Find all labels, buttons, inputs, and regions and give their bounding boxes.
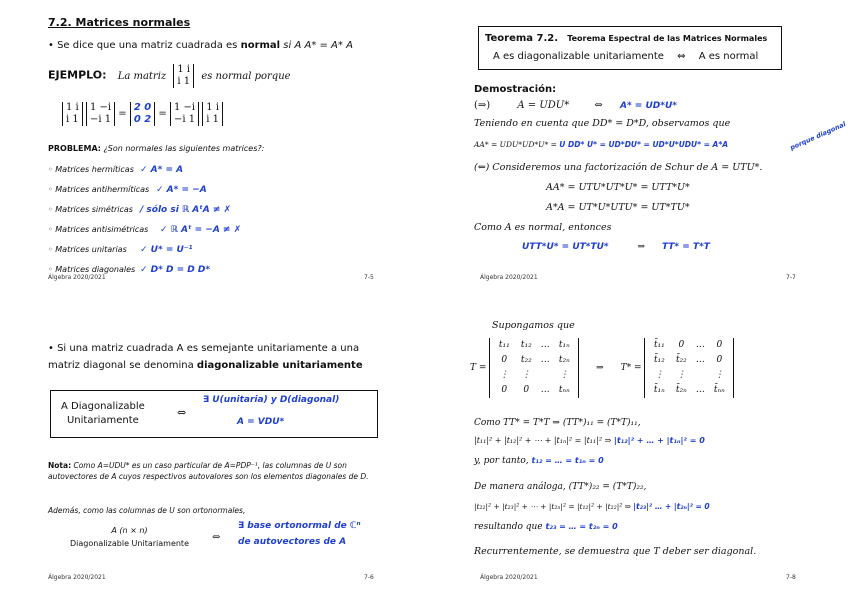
handwritten-note: U DD* U* = UD*DU* = UD*U*UDU* = A*A	[559, 140, 729, 149]
matrix-cell: ⋮	[714, 370, 724, 380]
matrix-cell: t₁₂	[520, 340, 532, 350]
demo-line-6	[522, 242, 710, 252]
item-label: ◦ Matrices simétricas	[48, 205, 133, 214]
item-label: ◦ Matrices antisimétricas	[48, 225, 149, 234]
demo-label: Demostración:	[474, 84, 557, 95]
matrix-cell: t̄₁₂	[653, 355, 665, 365]
arrow: ⇒	[596, 363, 604, 373]
matrix-cell: t₂ₙ	[558, 355, 570, 365]
page-number: 7-7	[786, 274, 796, 281]
matrix-cell: t₁ₙ	[558, 340, 570, 350]
box-line: Unitariamente	[66, 415, 139, 426]
definition-bold: normal	[240, 40, 281, 51]
matrix-row: 1 −i	[89, 102, 112, 113]
handwritten-note: A* = UD*U*	[619, 101, 677, 111]
handwritten-note: A = VDU*	[237, 417, 285, 427]
handwritten-note: |t₂₃|² … + |t₂ₙ|² = 0	[633, 502, 710, 511]
equation: |t₁₁|² + |t₁₂|² + ⋯ + |t₁ₙ|² = |t₁₁|² ⇒	[474, 436, 612, 445]
matrix-cell: …	[540, 385, 550, 395]
definition-text: • Si una matriz cuadrada A es semejante unitariamente a una matriz diagonal se denomina	[48, 343, 360, 371]
item-label: ◦ Matrices unitarias	[48, 245, 127, 254]
matrix-factor	[170, 102, 199, 126]
list-item	[48, 200, 418, 220]
item-label: ◦ Matrices antihermíticas	[48, 185, 150, 194]
also-left	[70, 524, 189, 550]
handwritten-line: ∃ base ortonormal de ℂⁿ	[238, 521, 361, 531]
slide-matrices-normales	[48, 12, 428, 282]
matrix-label: T =	[470, 363, 487, 373]
definition-bold: diagonalizable unitariamente	[196, 360, 363, 371]
item-label: ◦ Matrices hermíticas	[48, 165, 134, 174]
matrix-factor	[86, 102, 115, 126]
line-2	[474, 436, 705, 445]
matrix-cell: 0	[716, 355, 723, 365]
matrix-row: i 1	[177, 76, 191, 87]
matrix-row: 1 i	[177, 64, 191, 75]
footer-left: Álgebra 2020/2021	[48, 574, 106, 581]
matrix-cell: 0	[523, 385, 530, 395]
matrix-row: 1 i	[66, 102, 79, 113]
handwritten-note: UTT*U* = UT*TU*	[522, 242, 609, 252]
list-item	[48, 180, 418, 200]
matrix-cell: t̄₁₁	[653, 340, 665, 350]
definition-box	[50, 390, 378, 438]
intro-text: Supongamos que	[492, 320, 575, 331]
theorem-header	[485, 33, 767, 44]
handwritten-note: ✓ U* = U⁻¹	[140, 245, 193, 255]
matrix-type-list	[48, 160, 418, 280]
also-text: Además, como las columnas de U son ortonormales,	[48, 506, 246, 515]
matrix-label: T* =	[620, 363, 642, 373]
problem-label: PROBLEMA:	[48, 144, 101, 153]
slide-teorema-espectral	[470, 12, 848, 282]
footer-left: Álgebra 2020/2021	[480, 274, 538, 281]
handwritten-note: ∃ U(unitaria) y D(diagonal)	[203, 395, 340, 405]
theorem-box	[478, 26, 782, 70]
demo-eq-2: A*A = UT*U*UTU* = UT*TU*	[546, 202, 690, 213]
example-label: EJEMPLO:	[48, 68, 107, 82]
footer-left: Álgebra 2020/2021	[48, 274, 106, 281]
definition-paragraph	[48, 340, 376, 374]
page-number: 7-6	[364, 574, 374, 581]
note-label: Nota:	[48, 461, 72, 470]
matrix-factor	[62, 102, 83, 126]
handwritten-note	[238, 518, 361, 550]
item-label: ◦ Matrices diagonales	[48, 265, 136, 274]
matrix-cell: ⋮	[559, 370, 569, 380]
matrix-row: 2 0	[133, 102, 152, 113]
definition-text: • Se dice que una matriz cuadrada es	[48, 40, 238, 51]
matrix-row: 1 −i	[173, 102, 196, 113]
handwritten-note: ✓ A* = −A	[156, 185, 207, 195]
implication-label: (⇒)	[474, 100, 491, 111]
text: resultando que	[474, 522, 543, 532]
matrix-cell: ⋮	[676, 370, 686, 380]
text: y, por tanto,	[474, 456, 529, 466]
matrix-factor	[202, 102, 223, 126]
matrix-cell: ⋮	[499, 370, 509, 380]
list-item	[48, 240, 418, 260]
line-1: Como TT* = T*T ⇒ (TT*)₁₁ = (T*T)₁₁,	[474, 418, 641, 428]
list-item	[48, 160, 418, 180]
matrix-cell: 0	[501, 355, 508, 365]
theorem-arrow: ⇔	[677, 51, 686, 62]
handwritten-note: t₁₂ = … = t₁ₙ = 0	[531, 456, 604, 465]
matrix-row: −i 1	[89, 114, 112, 125]
box-line: A Diagonalizable	[61, 401, 145, 412]
matrix-cell: t₁₁	[498, 340, 510, 350]
line-3	[474, 456, 604, 466]
example-text: La matriz	[117, 70, 167, 82]
matrix-cell: t̄₁ₙ	[653, 385, 665, 395]
theorem-left: A es diagonalizable unitariamente	[493, 51, 664, 62]
handwritten-note: TT* = T*T	[661, 242, 710, 252]
line-7: Recurrentemente, se demuestra que T deber ser diagonal.	[474, 546, 757, 557]
matrix-row: i 1	[206, 114, 220, 125]
definition-bullet	[48, 40, 353, 51]
definition-formula: si A A* = A* A	[283, 40, 353, 51]
handwritten-note: t₂₃ = … = t₂ₙ = 0	[545, 522, 618, 531]
slide-title: 7.2. Matrices normales	[48, 16, 191, 29]
also-line: A (n × n)	[111, 526, 148, 535]
matrix-T	[489, 338, 579, 398]
matrix-cell: …	[695, 355, 705, 365]
demo-line-5: Como A es normal, entonces	[474, 222, 612, 233]
theorem-title: Teorema 7.2.	[485, 33, 559, 44]
note-paragraph	[48, 460, 378, 482]
also-arrow: ⇔	[212, 532, 221, 543]
footer-left: Álgebra 2020/2021	[480, 574, 538, 581]
line-5	[474, 502, 710, 511]
matrix-cell: tₙₙ	[558, 385, 570, 395]
equation: |t₂₂|² + |t₂₃|² + ⋯ + |t₂ₙ|² = |t₁₂|² + |t₂₂|² ⇒	[474, 502, 631, 511]
page-number: 7-8	[786, 574, 796, 581]
list-item	[48, 220, 418, 240]
box-arrow: ⇔	[177, 406, 187, 419]
matrix-row: 1 i	[206, 102, 220, 113]
matrix-cell: …	[540, 340, 550, 350]
matrix-cell: 0	[501, 385, 508, 395]
handwritten-annotation: porque diagonal	[788, 120, 847, 152]
demo-line-1	[474, 100, 677, 111]
matrix-row: 0 2	[133, 114, 152, 125]
matrix-cell: t̄₂₂	[675, 355, 687, 365]
example-matrix	[173, 64, 194, 88]
slide-diagonalizable-unitariamente	[48, 318, 428, 588]
handwritten-note: ✓ A* = A	[140, 165, 184, 175]
line-6	[474, 522, 618, 532]
matrix-cell: t₂₂	[520, 355, 532, 365]
theorem-subtitle: Teorema Espectral de las Matrices Normales	[567, 34, 768, 43]
problem-text: ¿Son normales las siguientes matrices?:	[103, 144, 265, 153]
box-left	[61, 400, 145, 428]
matrix-cell: t̄₂ₙ	[675, 385, 687, 395]
equation: AA* = UDU*UD*U* =	[474, 140, 557, 149]
triangular-matrices	[470, 338, 734, 398]
handwritten-note: ✓ ℝ Aᵗ = −A ≠ ✗	[160, 225, 242, 235]
equation: A = UDU*	[517, 100, 570, 111]
handwritten-line: de autovectores de A	[238, 537, 347, 547]
matrix-T-star	[644, 338, 734, 398]
slide-demostracion-diagonal	[470, 318, 848, 588]
matrix-cell: ⋮	[521, 370, 531, 380]
theorem-statement	[493, 51, 758, 62]
matrix-cell: ⋮	[654, 370, 664, 380]
handwritten-note: / sólo si ℝ AᵗA ≠ ✗	[140, 205, 232, 215]
matrix-cell: …	[695, 340, 705, 350]
matrix-cell: …	[695, 385, 705, 395]
handwritten-note: ✓ D* D = D D*	[140, 265, 211, 275]
note-text: Como A=UDU* es un caso particular de A=PDP⁻¹, las columnas de U son autovectores de A cuyos respectivos autovalores son los elementos diagonales de D.	[48, 461, 369, 481]
matrix-row: −i 1	[173, 114, 196, 125]
also-line: Diagonalizable Unitariamente	[70, 539, 189, 548]
example-row	[48, 64, 291, 88]
matrix-cell: …	[540, 355, 550, 365]
demo-line-2: Teniendo en cuenta que DD* = D*D, observamos que	[474, 118, 731, 129]
arrow: ⇔	[594, 100, 603, 111]
demo-line-3	[474, 140, 728, 149]
page-number: 7-5	[364, 274, 374, 281]
line-4: De manera análoga, (TT*)₂₂ = (T*T)₂₂,	[474, 482, 647, 492]
example-text2: es normal porque	[201, 70, 291, 82]
demo-line-4: (⇐) Consideremos una factorización de Schur de A = UTU*.	[474, 162, 763, 173]
arrow: ⇒	[637, 242, 646, 252]
theorem-right: A es normal	[698, 51, 759, 62]
matrix-row: i 1	[66, 114, 79, 125]
problem-row	[48, 144, 264, 153]
matrix-cell: t̄ₙₙ	[713, 385, 725, 395]
handwritten-result-matrix	[130, 102, 155, 126]
handwritten-note: |t₁₂|² + … + |t₁ₙ|² = 0	[613, 436, 705, 445]
matrix-cell: 0	[716, 340, 723, 350]
matrix-cell: 0	[678, 340, 685, 350]
product-equation: 1 i i 1 1 −i −i 1 = 2 0 0 2 = 1 −i −i 1 1 i i 1	[62, 102, 223, 126]
demo-eq-1: AA* = UTU*UT*U* = UTT*U*	[546, 182, 690, 193]
